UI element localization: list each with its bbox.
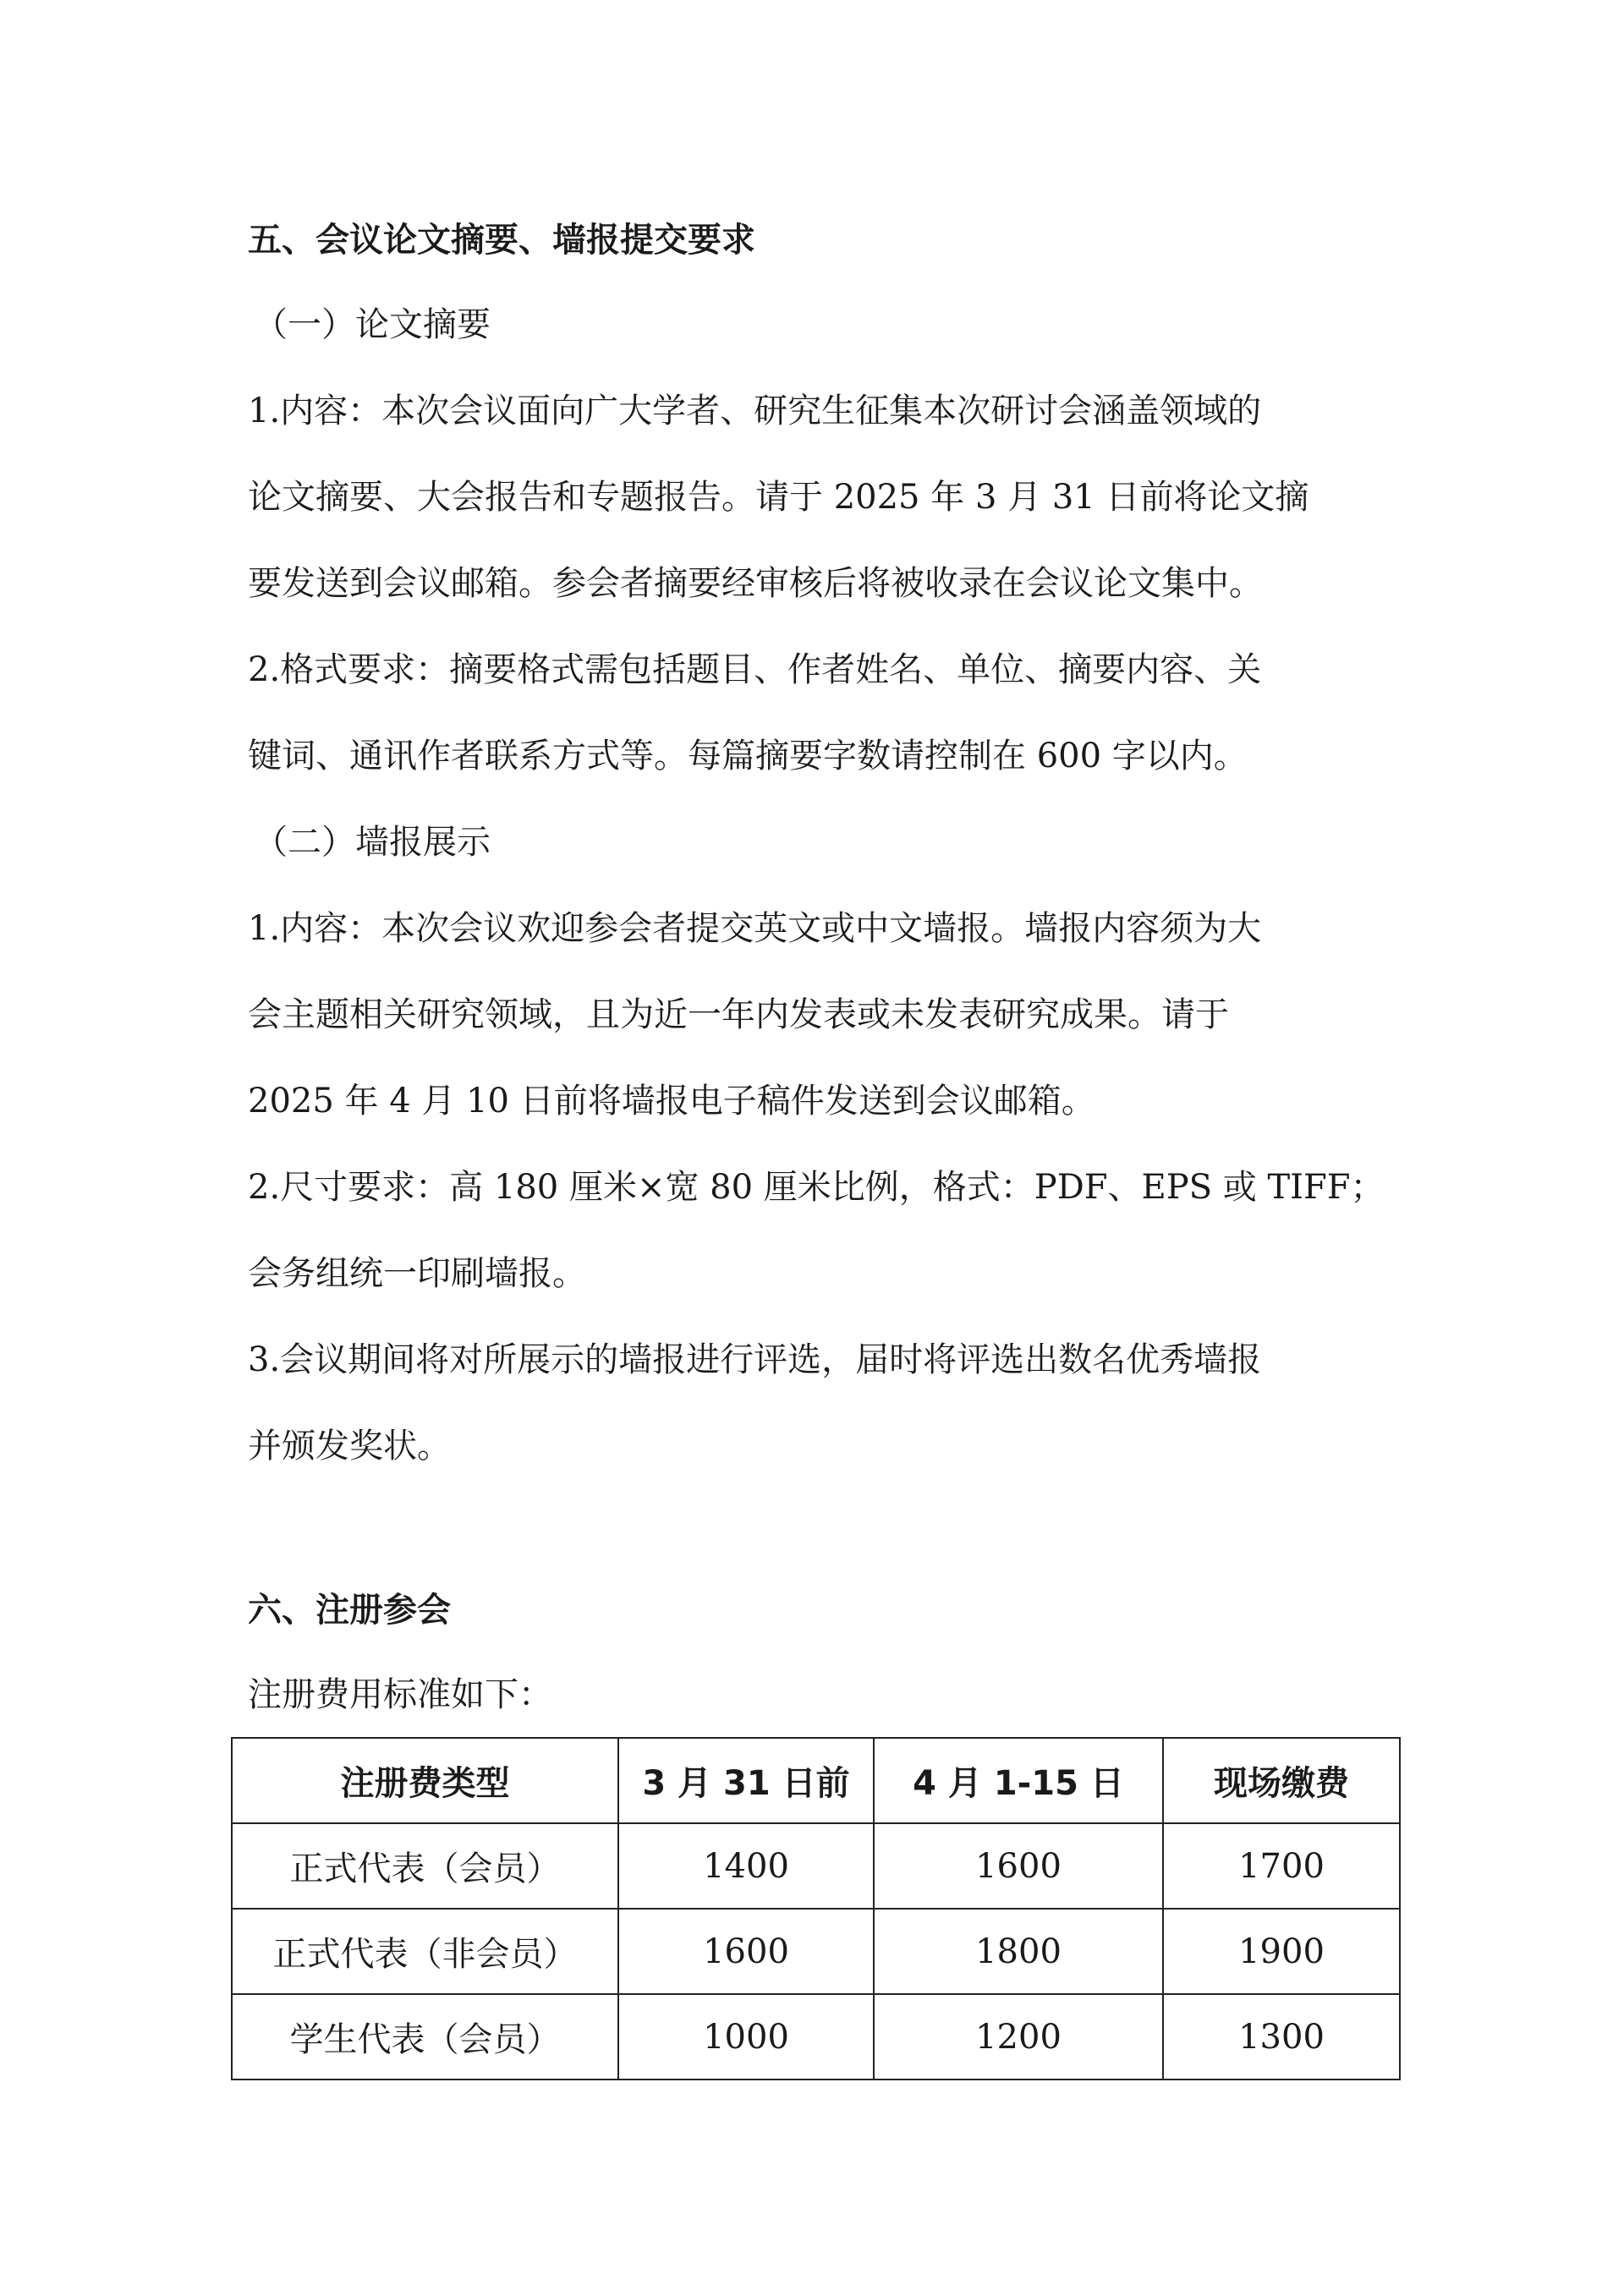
table-cell: 1600 bbox=[618, 1909, 874, 1994]
abstract-line: 键词、通讯作者联系方式等。每篇摘要字数请控制在 600 字以内。 bbox=[248, 737, 1248, 775]
table-cell: 1200 bbox=[874, 1994, 1163, 2080]
section5-heading: 五、会议论文摘要、墙报提交要求 bbox=[248, 221, 755, 260]
table-header-cell: 注册费类型 bbox=[232, 1738, 618, 1823]
abstract-line: 1.内容：本次会议面向广大学者、研究生征集本次研讨会涵盖领域的 bbox=[248, 392, 1262, 430]
table-header-cell: 现场缴费 bbox=[1163, 1738, 1400, 1823]
abstract-line: 要发送到会议邮箱。参会者摘要经审核后将被收录在会议论文集中。 bbox=[248, 564, 1263, 603]
poster-line: 2025 年 4 月 10 日前将墙报电子稿件发送到会议邮箱。 bbox=[248, 1082, 1095, 1121]
abstract-subtitle: （一）论文摘要 bbox=[254, 305, 491, 344]
poster-subtitle: （二）墙报展示 bbox=[254, 823, 491, 862]
poster-line: 3.会议期间将对所展示的墙报进行评选，届时将评选出数名优秀墙报 bbox=[248, 1340, 1262, 1379]
table-cell: 1800 bbox=[874, 1909, 1163, 1994]
poster-line: 会主题相关研究领域，且为近一年内发表或未发表研究成果。请于 bbox=[248, 995, 1229, 1034]
table-cell: 正式代表（会员） bbox=[232, 1823, 618, 1909]
table-cell: 1700 bbox=[1163, 1823, 1400, 1909]
table-cell: 1900 bbox=[1163, 1909, 1400, 1994]
table-cell: 1000 bbox=[618, 1994, 874, 2080]
registration-fee-table bbox=[231, 1737, 1401, 2080]
poster-line: 并颁发奖状。 bbox=[248, 1427, 451, 1466]
table-cell: 1300 bbox=[1163, 1994, 1400, 2080]
poster-line: 会务组统一印刷墙报。 bbox=[248, 1254, 586, 1293]
abstract-line: 2.格式要求：摘要格式需包括题目、作者姓名、单位、摘要内容、关 bbox=[248, 650, 1262, 689]
table-cell: 1400 bbox=[618, 1823, 874, 1909]
table-row bbox=[232, 1909, 1400, 1994]
table-row bbox=[232, 1994, 1400, 2080]
poster-line: 1.内容：本次会议欢迎参会者提交英文或中文墙报。墙报内容须为大 bbox=[248, 909, 1262, 948]
table-header-row bbox=[232, 1738, 1400, 1823]
table-cell: 学生代表（会员） bbox=[232, 1994, 618, 2080]
table-row bbox=[232, 1823, 1400, 1909]
fee-intro: 注册费用标准如下： bbox=[248, 1675, 552, 1714]
section6-heading: 六、注册参会 bbox=[248, 1591, 451, 1630]
poster-line: 2.尺寸要求：高 180 厘米×宽 80 厘米比例，格式：PDF、EPS 或 TIFF； bbox=[248, 1168, 1385, 1207]
abstract-line: 论文摘要、大会报告和专题报告。请于 2025 年 3 月 31 日前将论文摘 bbox=[248, 478, 1309, 517]
table-cell: 正式代表（非会员） bbox=[232, 1909, 618, 1994]
table-header-cell: 3 月 31 日前 bbox=[618, 1738, 874, 1823]
table-header-cell: 4 月 1-15 日 bbox=[874, 1738, 1163, 1823]
table-cell: 1600 bbox=[874, 1823, 1163, 1909]
